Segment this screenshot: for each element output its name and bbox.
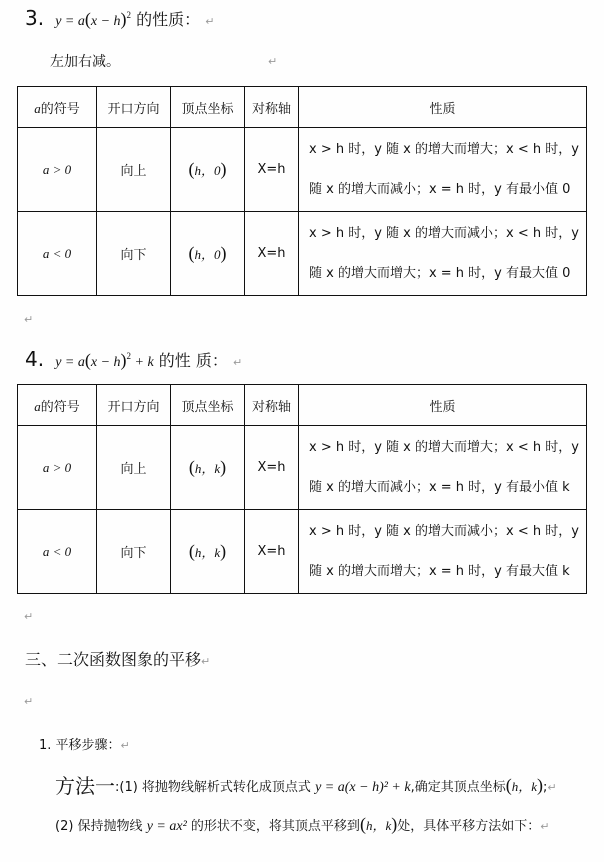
paragraph-mark-icon: ↵ [24, 313, 34, 326]
steps-title [39, 734, 130, 753]
steps-title-text: 1. 平移步骤： [39, 738, 121, 753]
step1-mid-text: ,确定其顶点坐标 [410, 780, 506, 795]
opening-cell: 向上 [97, 128, 171, 212]
axis-cell: X=h [245, 128, 299, 212]
table-row [18, 128, 587, 212]
section-3-heading [25, 6, 214, 30]
opening-cell: 向上 [97, 426, 171, 510]
paragraph-mark-icon: ↵ [268, 55, 278, 68]
paragraph-mark-icon: ↵ [540, 820, 550, 833]
header-axis: 对称轴 [245, 87, 299, 128]
section-4-heading [25, 347, 242, 371]
step2-text: (2) 保持抛物线 [55, 819, 143, 834]
vertex-cell: (h，0) [171, 212, 245, 296]
table-header-row [18, 385, 587, 426]
a-sign-cell: a > 0 [18, 426, 97, 510]
opening-cell: 向下 [97, 212, 171, 296]
section-3-suffix: 的性质： [136, 10, 201, 29]
vertex-cell: (h，k) [171, 426, 245, 510]
header-property: 性质 [299, 87, 587, 128]
vertex-coord: h，k [511, 779, 538, 794]
step2-end-text: 处，具体平移方法如下： [397, 819, 541, 834]
step2-mid-text: 的形状不变，将其顶点平移到 [190, 819, 360, 834]
header-axis: 对称轴 [245, 385, 299, 426]
axis-cell: X=h [245, 426, 299, 510]
section-4-formula: $y = a(x - h)^2 + k$ [55, 350, 154, 370]
method-one-label: 方法一 [55, 774, 115, 798]
section-3-formula: $y = a(x - h)^2$ [55, 9, 132, 29]
header-opening: 开口方向 [97, 385, 171, 426]
header-a-sign: a的符号 [18, 87, 97, 128]
axis-cell: X=h [245, 510, 299, 594]
property-cell [299, 212, 587, 296]
table-header-row [18, 87, 587, 128]
standard-form-formula: y = ax² [146, 819, 187, 834]
section-translation-text: 三、二次函数图象的平移 [25, 650, 202, 669]
section-4-number: 4. [25, 347, 45, 371]
property-line-1: x > h 时，y 随 x 的增大而增大；x < h 时，y [309, 141, 579, 157]
opening-cell: 向下 [97, 510, 171, 594]
paragraph-mark-icon: ↵ [547, 781, 557, 794]
paragraph-mark-icon: ↵ [201, 655, 211, 668]
property-line-1: x > h 时，y 随 x 的增大而减小；x < h 时，y [309, 225, 579, 241]
property-line-1: x > h 时，y 随 x 的增大而减小；x < h 时，y [309, 523, 579, 539]
property-line-2: 随 x 的增大而增大；x = h 时，y 有最大值 0 [309, 265, 571, 281]
paragraph-mark-icon: ↵ [24, 610, 34, 623]
header-opening: 开口方向 [97, 87, 171, 128]
header-vertex: 顶点坐标 [171, 385, 245, 426]
vertex-cell: (h，0) [171, 128, 245, 212]
target-vertex: h，k [365, 818, 392, 833]
vertex-cell: (h，k) [171, 510, 245, 594]
property-cell [299, 510, 587, 594]
property-line-2: 随 x 的增大而减小；x = h 时，y 有最小值 k [309, 479, 570, 495]
a-sign-cell: a < 0 [18, 510, 97, 594]
paragraph-mark-icon: ↵ [232, 356, 243, 369]
shift-rule-text: 左加右减。 [50, 54, 120, 70]
properties-table-vertex-h-0 [17, 86, 587, 296]
section-3-number: 3. [25, 6, 45, 30]
property-line-1: x > h 时，y 随 x 的增大而增大；x < h 时，y [309, 439, 579, 455]
table-row [18, 212, 587, 296]
section-4-suffix: 的性 质： [158, 351, 228, 370]
paragraph-mark-icon: ↵ [120, 739, 130, 752]
step-two-line: (2) 保持抛物线 y = ax² 的形状不变，将其顶点平移到(h，k)处，具体平移方法如下：↵ [55, 814, 550, 834]
method-one-line: 方法一:(1) 将抛物线解析式转化成顶点式 y = a(x − h)² + k,确定其顶点坐标(h，k);↵ [55, 774, 557, 798]
properties-table-vertex-h-k [17, 384, 587, 594]
a-sign-cell: a < 0 [18, 212, 97, 296]
property-line-2: 随 x 的增大而增大；x = h 时，y 有最大值 k [309, 563, 570, 579]
table-row [18, 426, 587, 510]
a-sign-cell: a > 0 [18, 128, 97, 212]
paragraph-mark-icon: ↵ [205, 15, 215, 28]
vertex-form-formula: y = a(x − h)² + k [315, 780, 411, 795]
property-cell [299, 426, 587, 510]
header-vertex: 顶点坐标 [171, 87, 245, 128]
axis-cell: X=h [245, 212, 299, 296]
header-property: 性质 [299, 385, 587, 426]
step1-text: :(1) 将抛物线解析式转化成顶点式 [115, 780, 311, 795]
header-a-sign: a的符号 [18, 385, 97, 426]
property-line-2: 随 x 的增大而减小；x = h 时，y 有最小值 0 [309, 181, 571, 197]
step1-end: ; [543, 780, 548, 795]
section-translation-title [25, 647, 210, 670]
shift-rule-note [50, 51, 120, 71]
table-row [18, 510, 587, 594]
paragraph-mark-icon: ↵ [24, 695, 34, 708]
property-cell [299, 128, 587, 212]
